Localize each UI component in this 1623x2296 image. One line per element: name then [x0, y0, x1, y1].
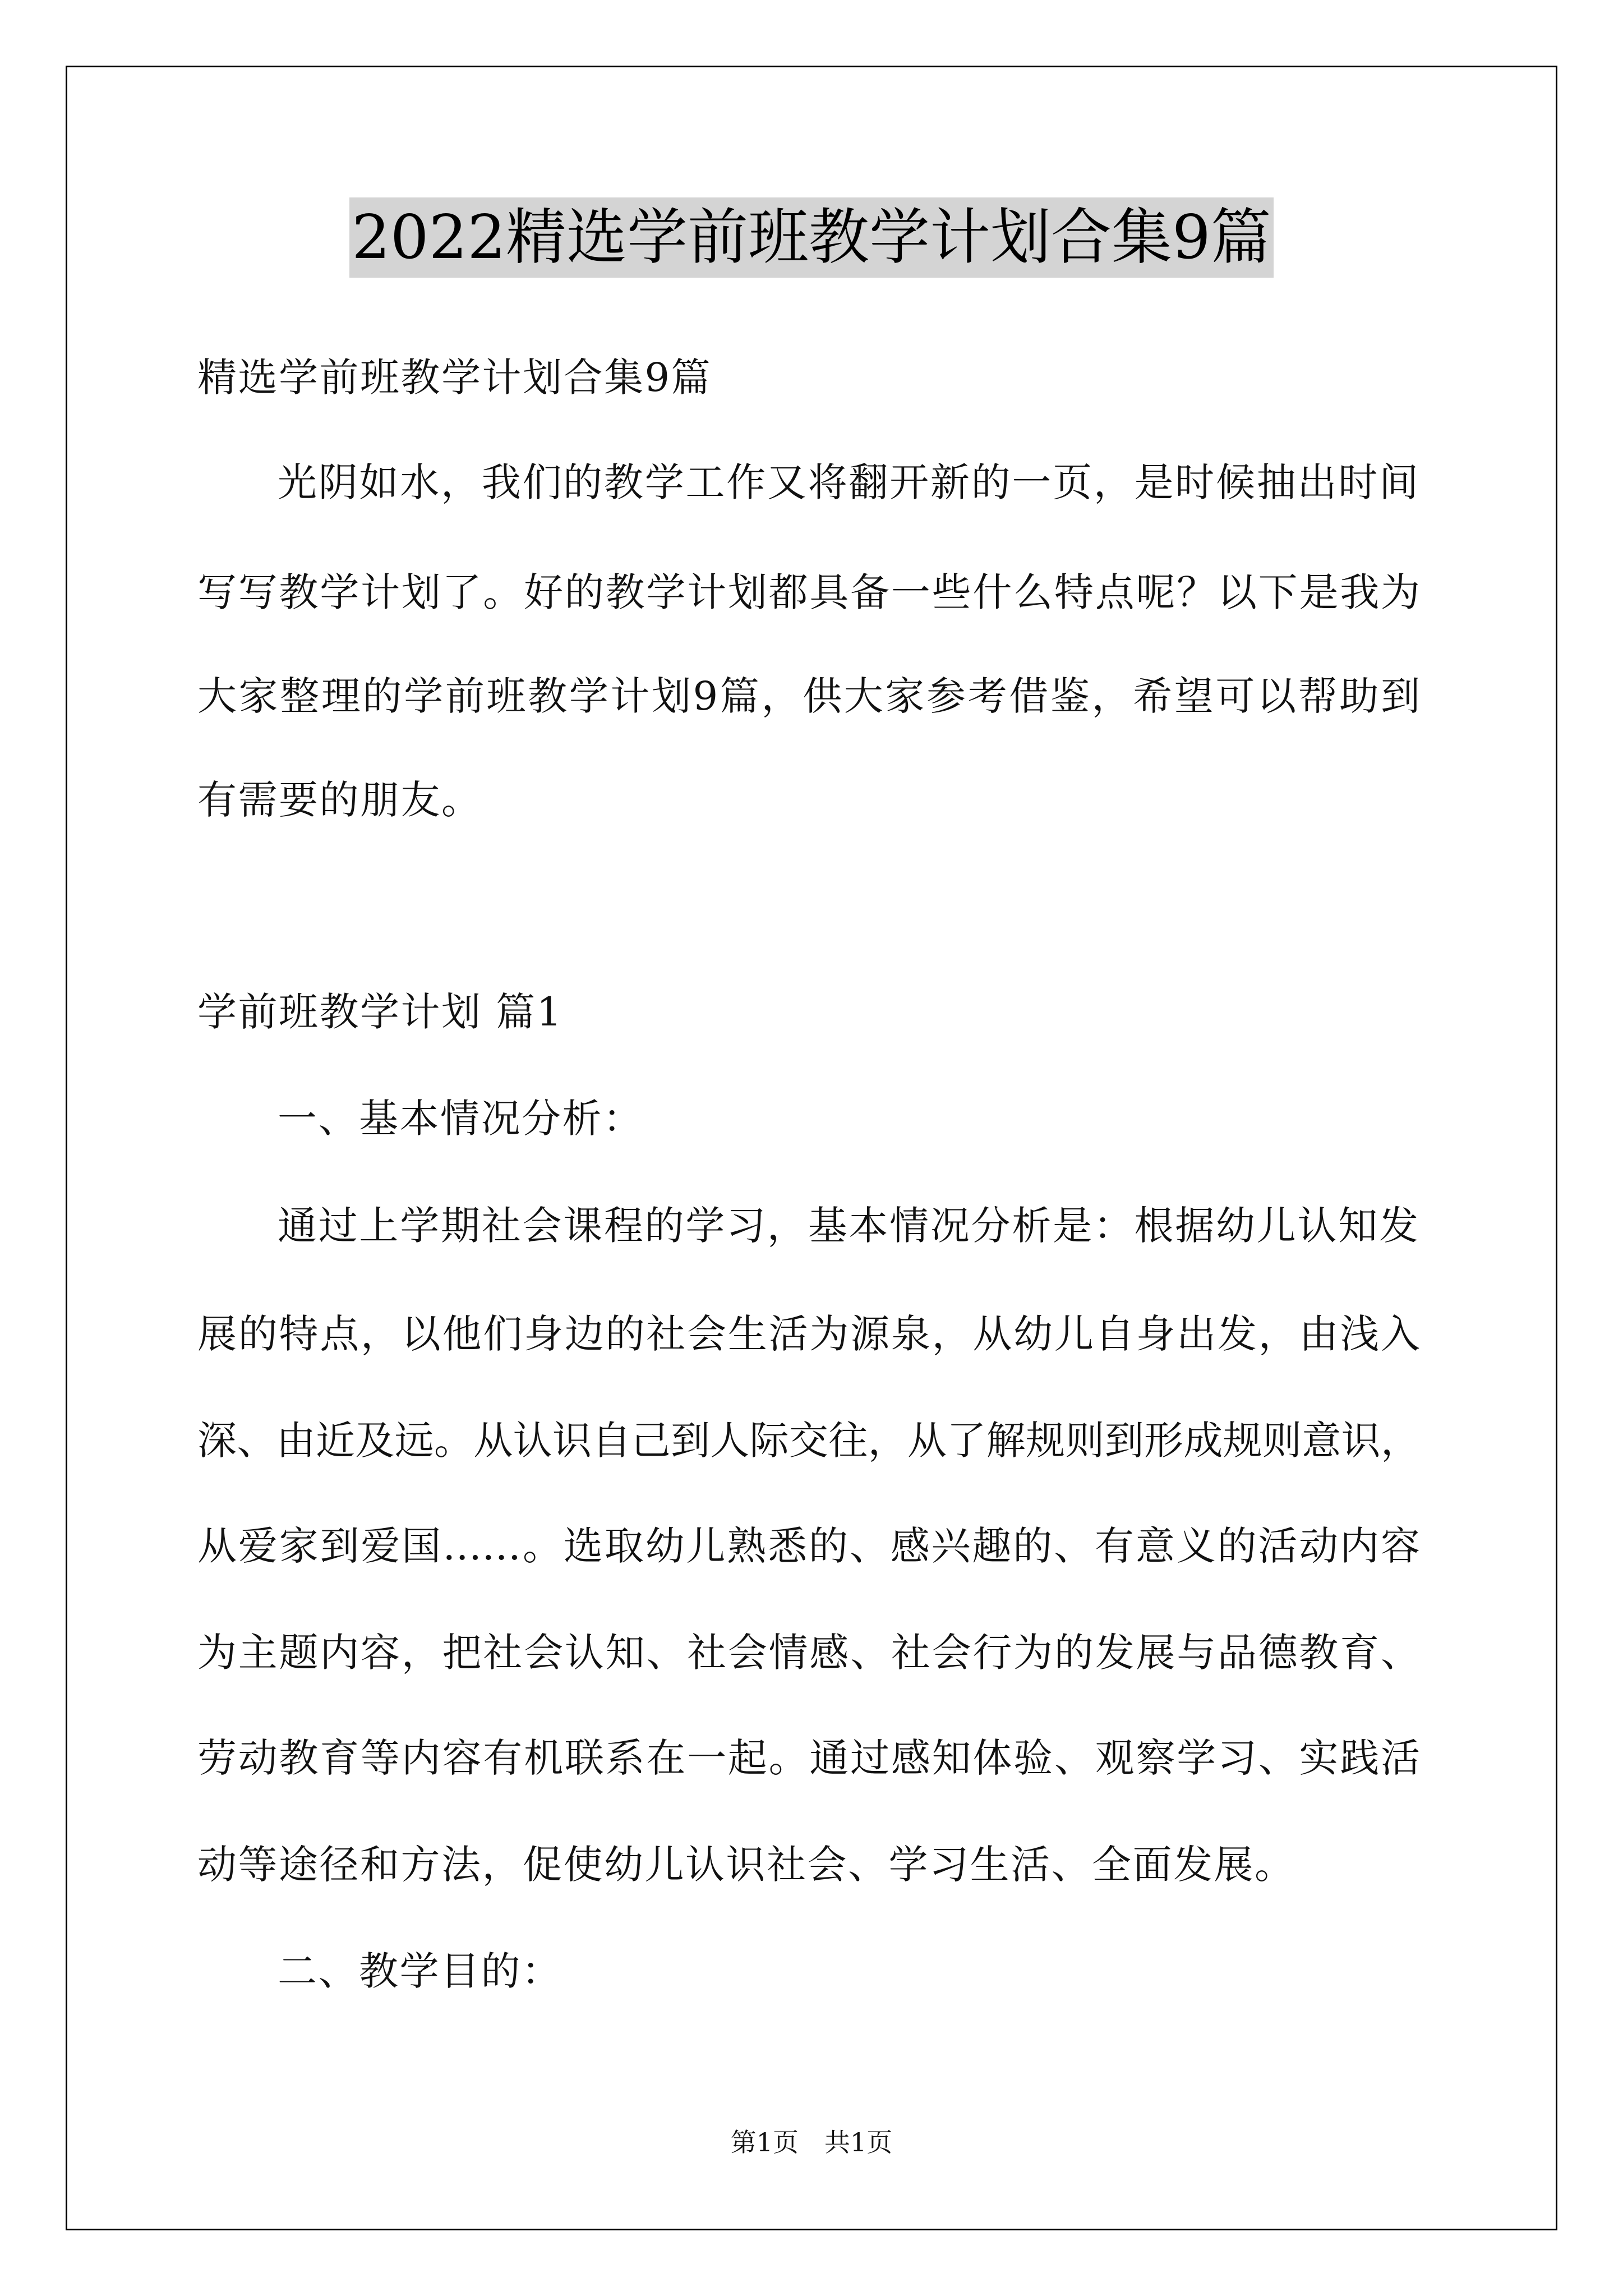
body-line: 从爱家到爱国……。选取幼儿熟悉的、感兴趣的、有意义的活动内容	[197, 1523, 1420, 1569]
page-total: 共1页	[824, 2127, 893, 2157]
document-title: 2022精选学前班教学计划合集9篇	[349, 197, 1274, 278]
page-footer	[0, 2125, 1623, 2159]
intro-line: 有需要的朋友。	[197, 777, 482, 823]
document-subtitle: 精选学前班教学计划合集9篇	[197, 355, 712, 401]
body-line: 劳动教育等内容有机联系在一起。通过感知体验、观察学习、实践活	[197, 1735, 1420, 1781]
body-line: 展的特点，以他们身边的社会生活为源泉，从幼儿自身出发，由浅入	[197, 1311, 1420, 1357]
body-line: 为主题内容，把社会认知、社会情感、社会行为的发展与品德教育、	[197, 1630, 1420, 1676]
body-line: 深、由近及远。从认识自己到人际交往，从了解规则到形成规则意识，	[197, 1418, 1420, 1464]
page-number: 第1页	[730, 2127, 799, 2157]
section-heading: 学前班教学计划 篇1	[197, 989, 563, 1035]
part-heading: 二、教学目的：	[278, 1948, 562, 1994]
intro-line: 大家整理的学前班教学计划9篇，供大家参考借鉴，希望可以帮助到	[197, 673, 1420, 719]
body-line: 通过上学期社会课程的学习，基本情况分析是：根据幼儿认知发	[278, 1203, 1418, 1249]
intro-line: 写写教学计划了。好的教学计划都具备一些什么特点呢？以下是我为	[197, 569, 1420, 615]
intro-line: 光阴如水，我们的教学工作又将翻开新的一页，是时候抽出时间	[278, 459, 1418, 505]
body-line: 动等途径和方法，促使幼儿认识社会、学习生活、全面发展。	[197, 1842, 1295, 1888]
title-container	[0, 197, 1623, 278]
part-heading: 一、基本情况分析：	[278, 1096, 644, 1142]
